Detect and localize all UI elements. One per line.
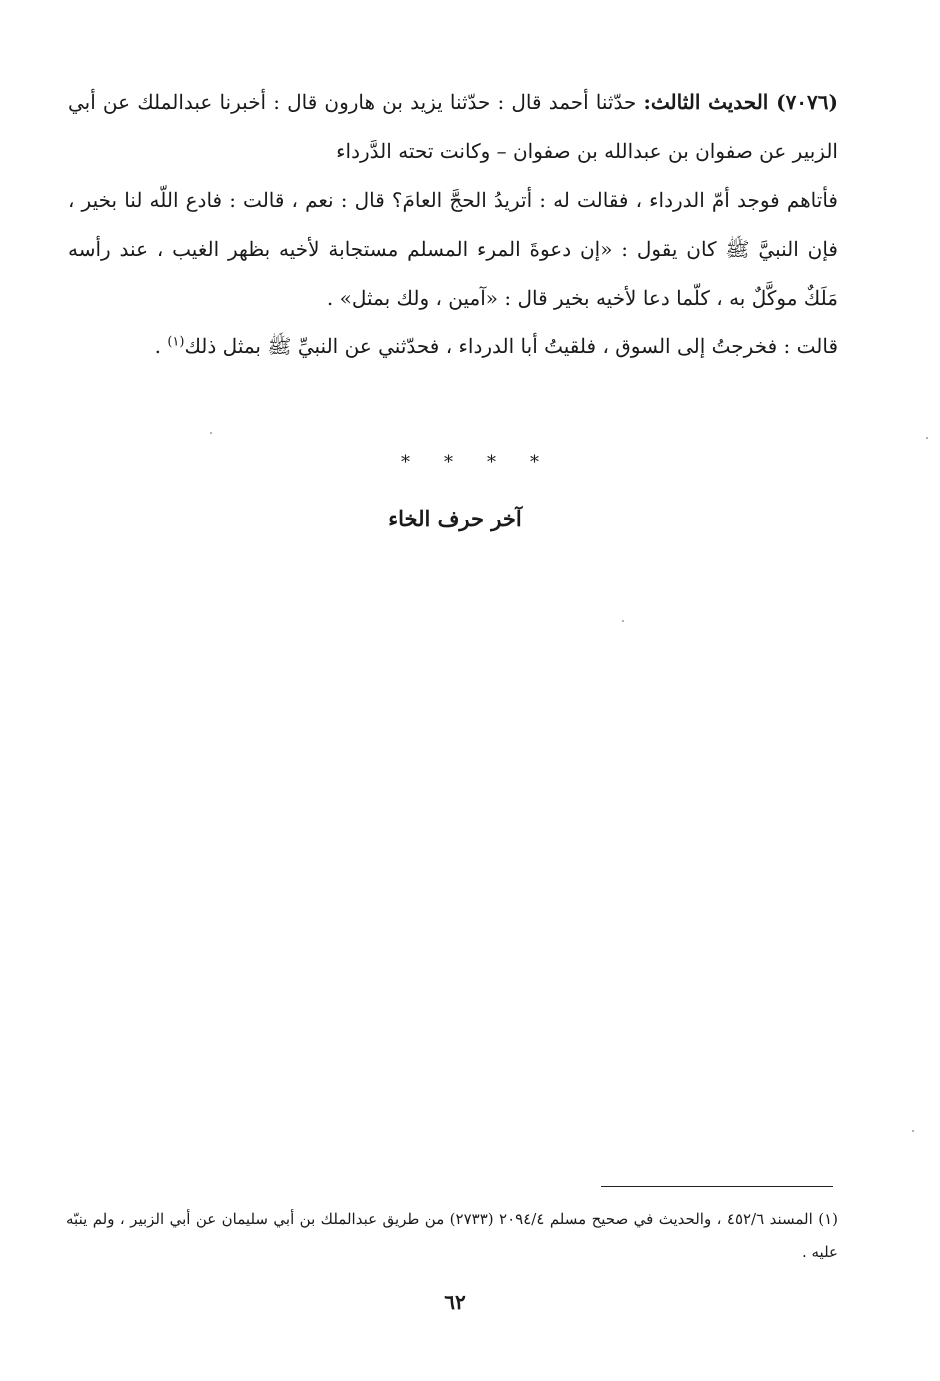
hadith-closing-text: قالت : فخرجتُ إلى السوق ، فلقيتُ أبا الدرداء ، فحدّثني عن النبيِّ ﷺ بمثل ذلك (184, 334, 838, 358)
section-divider (0, 452, 940, 473)
paper-speck (210, 432, 212, 434)
divider-star: * (401, 452, 410, 473)
footnote-text: (١) المسند ٤٥٢/٦ ، والحديث في صحيح مسلم ٢٠٩٤/٤ (٢٧٣٣) من طريق عبدالملك بن أبي سليمان عن أبي الزبير ، ولم ينبّه عليه . (66, 1210, 838, 1261)
paper-speck (912, 1130, 914, 1132)
page-number: ٦٢ (444, 1290, 466, 1314)
section-end-heading: آخر حرف الخاء (388, 506, 522, 531)
divider-star: * (487, 452, 496, 473)
footnote-separator (601, 1186, 833, 1187)
footnote-reference[interactable]: (١) (167, 334, 185, 350)
paper-speck (622, 620, 624, 622)
divider-star: * (444, 452, 453, 473)
hadith-paragraph-isnad (68, 78, 838, 176)
hadith-paragraph-closing (68, 322, 838, 371)
paper-speck (926, 437, 928, 439)
hadith-closing-period: . (154, 334, 168, 358)
divider-star: * (530, 452, 539, 473)
hadith-paragraph-matn: فأتاهم فوجد أمّ الدرداء ، فقالت له : أتريدُ الحجَّ العامَ؟ قال : نعم ، قالت : فادع اللّه لنا بخير ، فإن النبيَّ ﷺ كان يقول : «إن دعوةَ المرء المسلم مستجابة لأخيه بظهر الغيب ، عند رأسه مَلَكٌ موكَّلٌ به ، كلّما دعا لأخيه بخير قال : «آمين ، ولك بمثل» . (68, 188, 838, 310)
hadith-isnad-text: حدّثنا أحمد قال : حدّثنا يزيد بن هارون قال : أخبرنا عبدالملك عن أبي الزبير عن صفوان بن عبدالله بن صفوان – وكانت تحته الدَّرداء (68, 90, 838, 163)
hadith-number-label: (٧٠٧٦) الحديث الثالث: (643, 90, 838, 114)
